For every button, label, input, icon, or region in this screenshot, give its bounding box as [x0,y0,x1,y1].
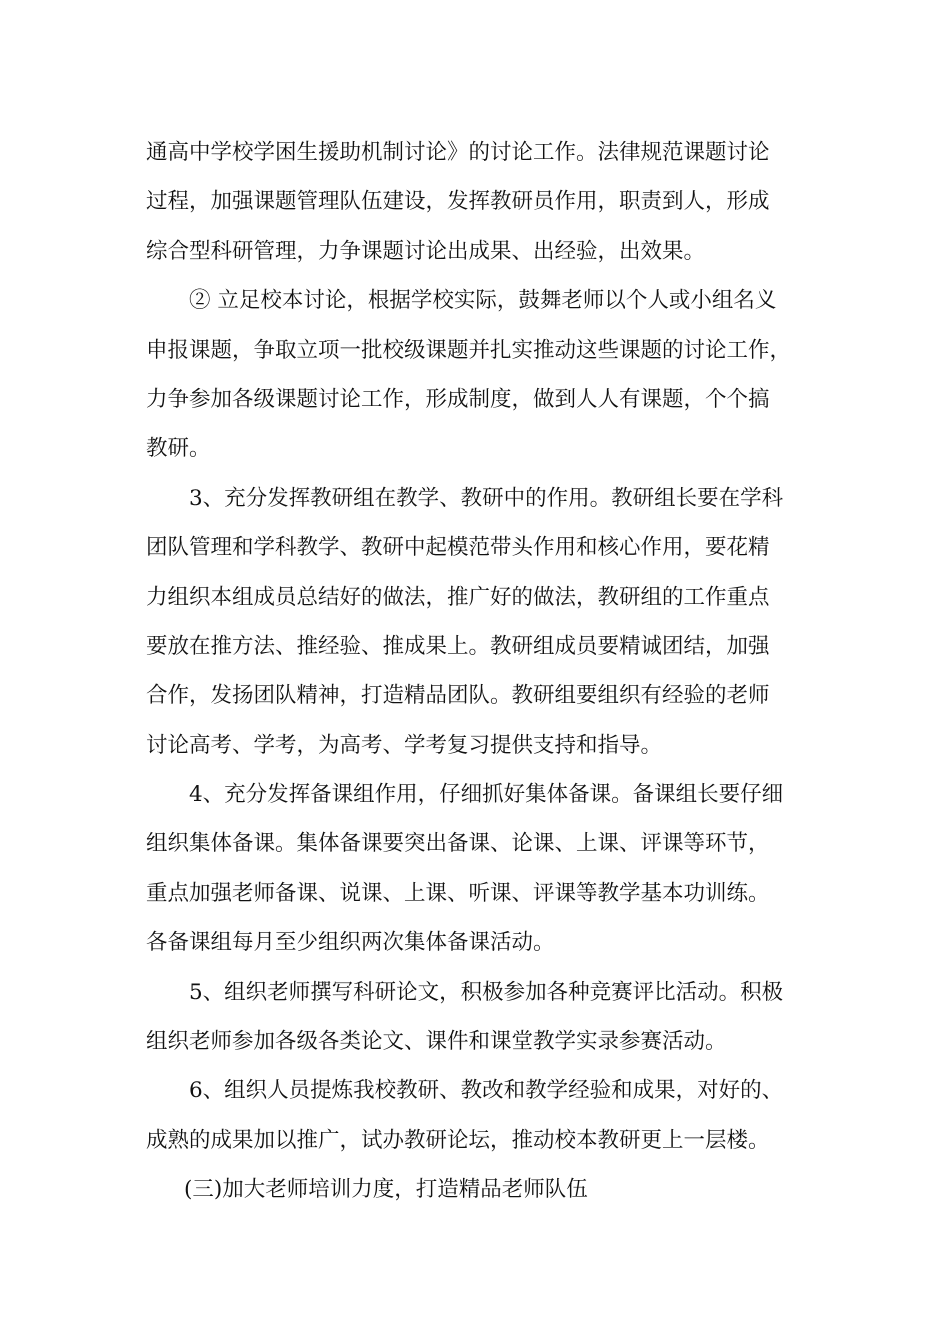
paragraph-line: 过程，加强课题管理队伍建设，发挥教研员作用，职责到人，形成 [146,189,770,215]
paragraph-line: 5、组织老师撰写科研论文，积极参加各种竞赛评比活动。积极 [189,979,784,1005]
paragraph-line: 3、充分发挥教研组在教学、教研中的作用。教研组长要在学科 [189,485,784,511]
section-heading: (三)加大老师培训力度，打造精品老师队伍 [184,1177,588,1203]
document-body [146,128,811,1215]
paragraph-line: 力争参加各级课题讨论工作，形成制度，做到人人有课题，个个搞 [146,386,770,412]
paragraph-line: 力组织本组成员总结好的做法，推广好的做法，教研组的工作重点 [146,584,770,610]
paragraph-line: 合作，发扬团队精神，打造精品团队。教研组要组织有经验的老师 [146,683,770,709]
paragraph-line: 成熟的成果加以推广，试办教研论坛，推动校本教研更上一层楼。 [146,1127,770,1153]
paragraph-line: 团队管理和学科教学、教研中起模范带头作用和核心作用，要花精 [146,535,770,561]
paragraph-line: 组织老师参加各级各类论文、课件和课堂教学实录参赛活动。 [146,1029,727,1055]
paragraph-line: 教研。 [146,436,211,462]
paragraph-line: 通高中学校学困生援助机制讨论》的讨论工作。法律规范课题讨论 [146,140,770,165]
paragraph-line: 要放在推方法、推经验、推成果上。教研组成员要精诚团结，加强 [146,633,770,659]
paragraph-line: 讨论高考、学考，为高考、学考复习提供支持和指导。 [146,732,663,758]
paragraph-line: 综合型科研管理，力争课题讨论出成果、出经验，出效果。 [146,238,706,264]
paragraph-line: ② 立足校本讨论，根据学校实际，鼓舞老师以个人或小组名义 [189,288,777,314]
paragraph-line: 组织集体备课。集体备课要突出备课、论课、上课、评课等环节， [146,831,770,857]
paragraph-line: 4、充分发挥备课组作用，仔细抓好集体备课。备课组长要仔细 [189,782,784,808]
paragraph-line: 申报课题，争取立项一批校级课题并扎实推动这些课题的讨论工作， [146,337,792,363]
paragraph-line: 各备课组每月至少组织两次集体备课活动。 [146,930,555,956]
paragraph-line: 6、组织人员提炼我校教研、教改和教学经验和成果，对好的、 [189,1078,784,1104]
paragraph-line: 重点加强老师备课、说课、上课、听课、评课等教学基本功训练。 [146,880,770,906]
